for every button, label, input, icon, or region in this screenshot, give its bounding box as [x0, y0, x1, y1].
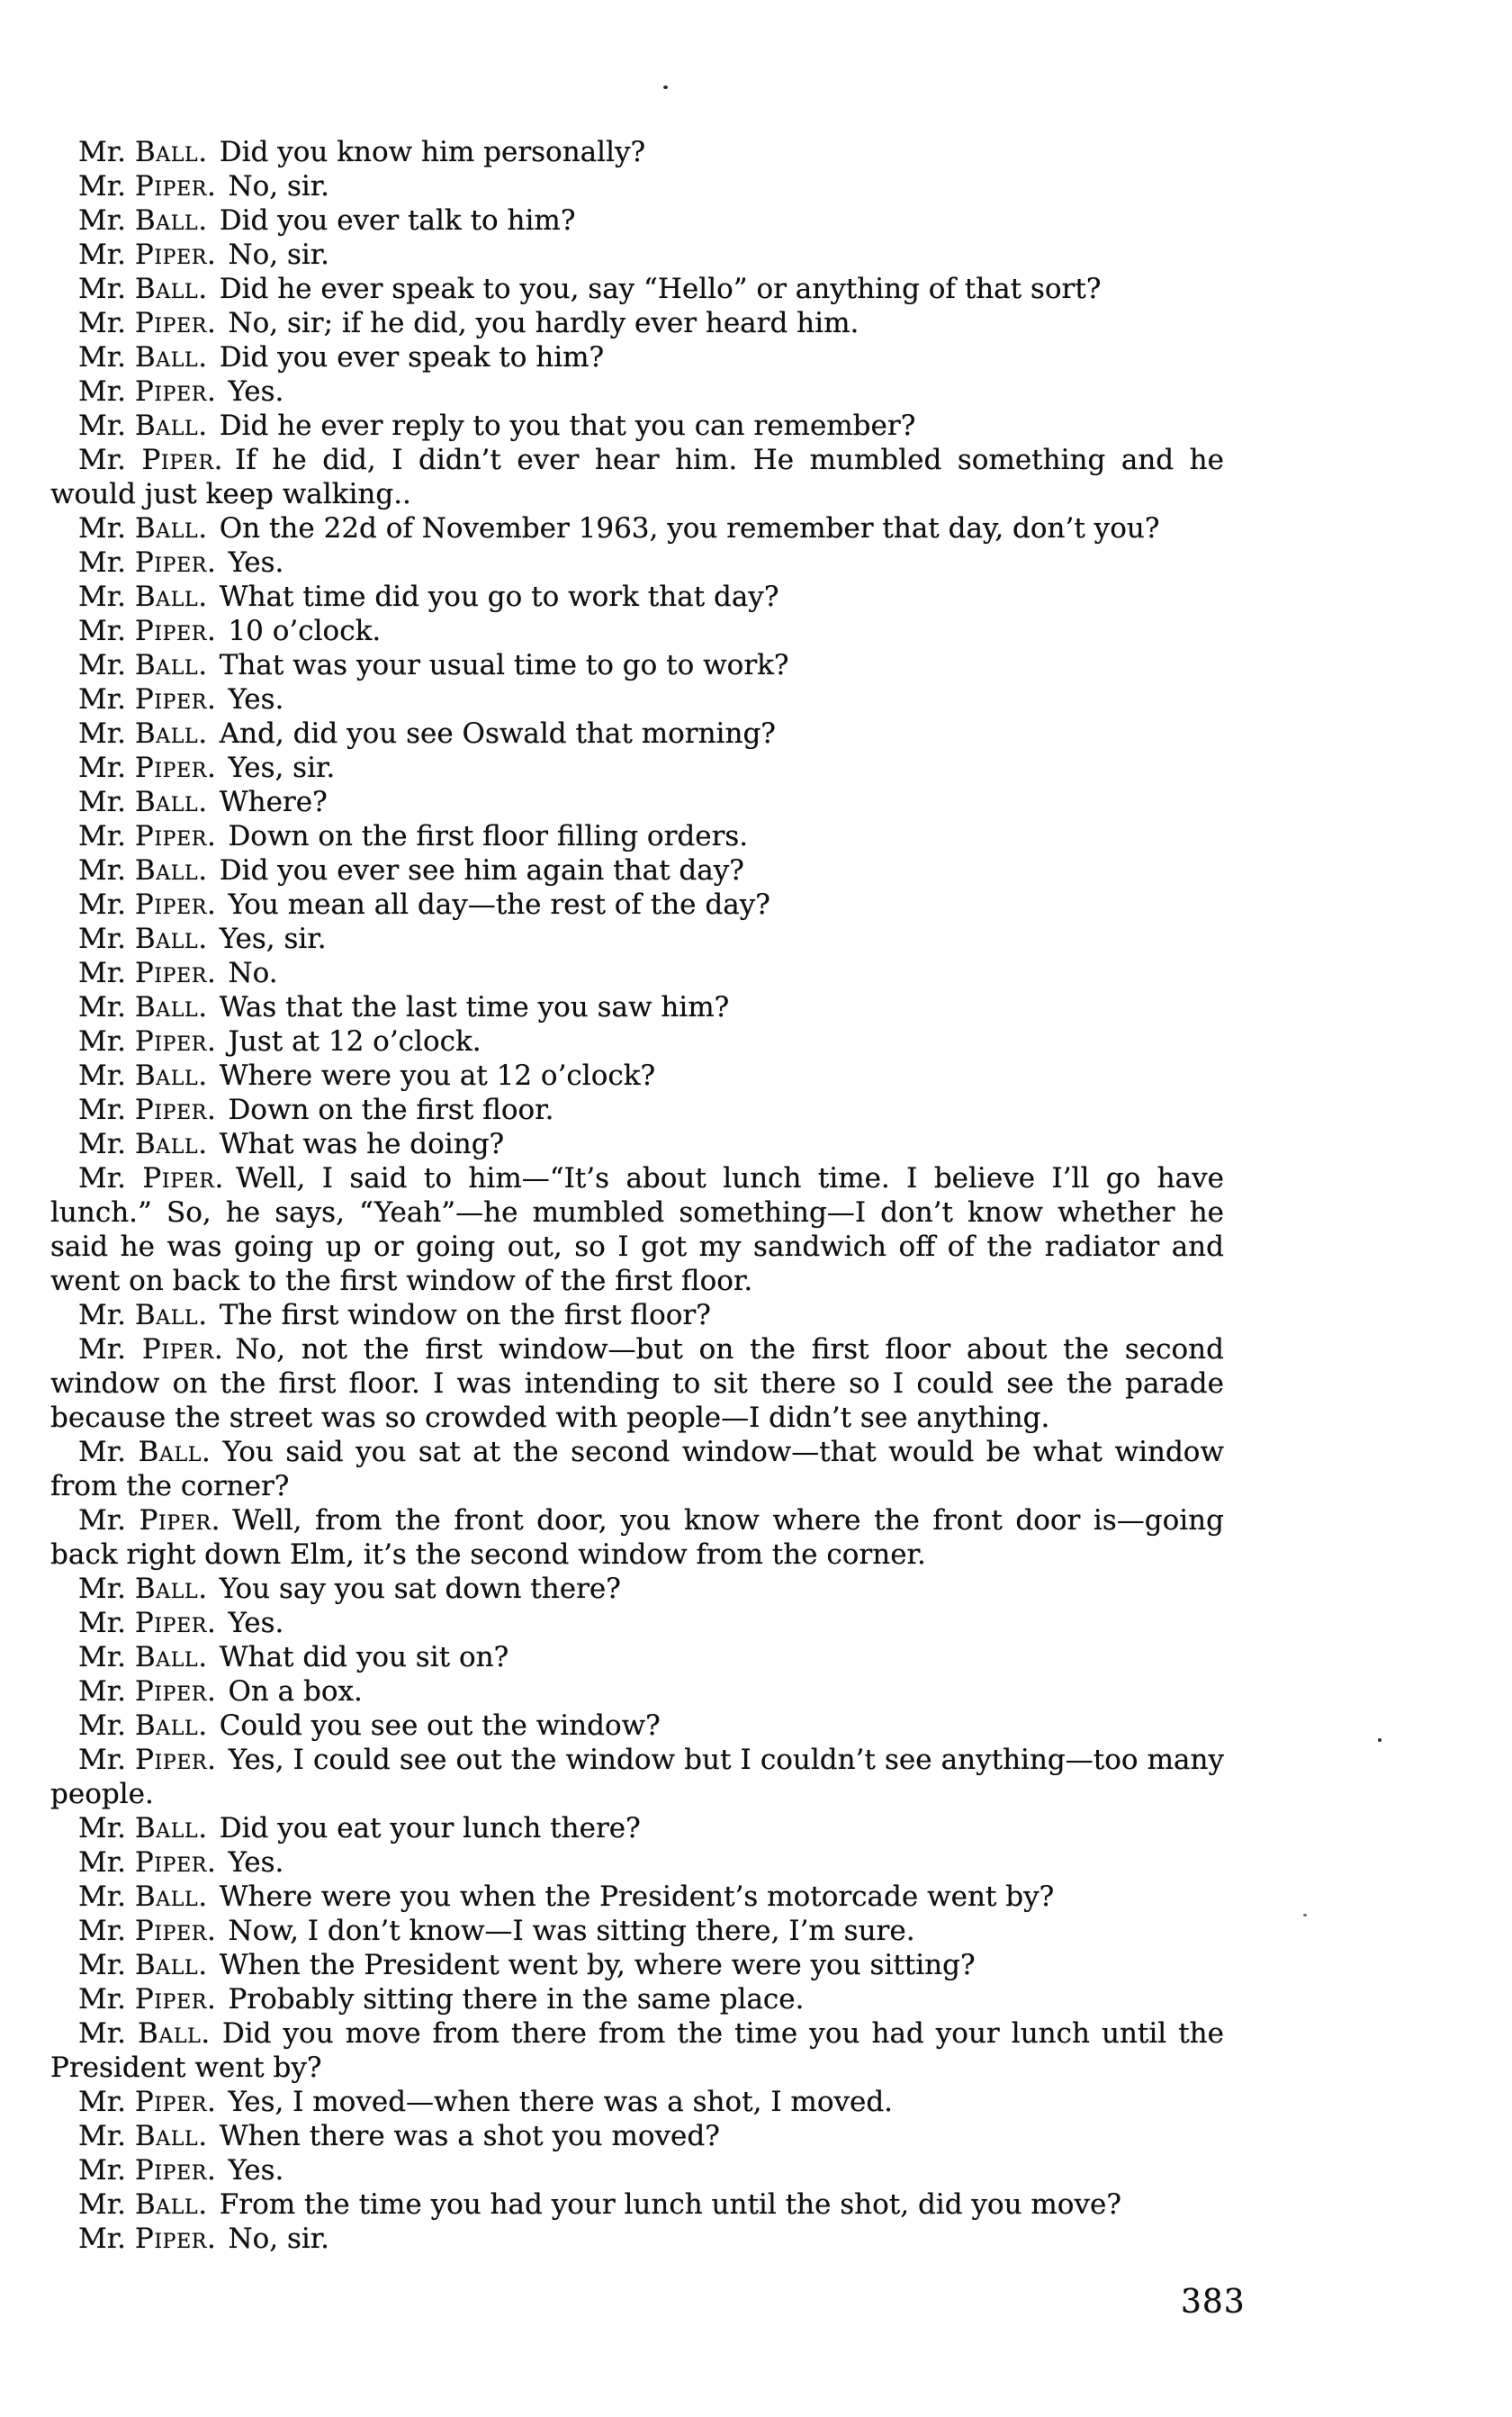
speaker-label — [78, 1573, 208, 1605]
speaker-honorific: Mr. — [78, 888, 135, 921]
speaker-honorific: Mr. — [78, 1607, 135, 1639]
speaker-honorific: Mr. — [78, 1060, 135, 1092]
speaker-honorific: Mr. — [78, 820, 135, 852]
dialogue-text: What did you sit on? — [219, 1641, 509, 1673]
speaker-honorific: Mr. — [78, 1641, 135, 1673]
speaker-label — [78, 957, 216, 989]
speaker-honorific: Mr. — [78, 1333, 142, 1366]
dialogue-paragraph — [50, 2119, 1224, 2153]
dialogue-paragraph — [50, 1298, 1224, 1332]
speaker-name: Piper. — [135, 1744, 217, 1776]
speaker-honorific: Mr. — [78, 649, 135, 681]
dialogue-text: Now, I don’t know—I was sitting there, I’m sure. — [228, 1915, 915, 1947]
dialogue-paragraph — [50, 1880, 1224, 1914]
dialogue-text: No, sir. — [228, 2223, 330, 2255]
scan-speck — [1303, 1914, 1307, 1916]
dialogue-text: What was he doing? — [219, 1128, 505, 1160]
speaker-label — [78, 204, 208, 237]
speaker-label — [78, 1333, 223, 1366]
speaker-honorific: Mr. — [78, 1573, 135, 1605]
dialogue-paragraph — [50, 853, 1224, 888]
speaker-name: Piper. — [134, 170, 217, 203]
speaker-name: Piper. — [134, 683, 217, 716]
speaker-name: Piper. — [134, 239, 217, 271]
dialogue-text: Down on the first floor filling orders. — [228, 820, 749, 852]
speaker-label — [78, 1060, 208, 1092]
speaker-label — [78, 649, 208, 681]
speaker-label — [78, 1709, 208, 1742]
speaker-label — [78, 2017, 211, 2050]
dialogue-text: Yes. — [228, 546, 284, 579]
dialogue-text: No, sir. — [228, 170, 330, 203]
dialogue-paragraph — [50, 1572, 1224, 1606]
speaker-honorific: Mr. — [78, 854, 135, 887]
dialogue-text: You said you sat at the second window—that would be what window from the corner? — [50, 1436, 1224, 1502]
speaker-honorific: Mr. — [78, 1880, 135, 1913]
speaker-name: Piper. — [134, 375, 217, 408]
speaker-honorific: Mr. — [78, 2120, 135, 2152]
speaker-name: Piper. — [134, 1915, 217, 1947]
speaker-honorific: Mr. — [78, 923, 135, 955]
dialogue-text: Did you eat your lunch there? — [219, 1812, 641, 1844]
dialogue-text: Where? — [219, 786, 328, 818]
dialogue-text: Down on the first floor. — [228, 1094, 554, 1126]
dialogue-text: No, sir; if he did, you hardly ever heard him. — [228, 307, 860, 339]
speaker-honorific: Mr. — [78, 444, 142, 476]
speaker-label — [78, 375, 216, 408]
transcript — [50, 135, 1224, 2256]
speaker-label — [78, 717, 208, 750]
dialogue-paragraph — [50, 1332, 1224, 1435]
speaker-label — [78, 2086, 216, 2118]
dialogue-paragraph — [50, 1640, 1224, 1674]
dialogue-text: The first window on the first floor? — [219, 1299, 711, 1331]
dialogue-paragraph — [50, 2016, 1224, 2085]
speaker-name: Ball. — [134, 1709, 208, 1742]
speaker-honorific: Mr. — [78, 957, 135, 989]
dialogue-text: Yes, sir. — [219, 923, 327, 955]
speaker-name: Piper. — [141, 1333, 224, 1366]
dialogue-paragraph — [50, 1606, 1224, 1640]
dialogue-paragraph — [50, 1709, 1224, 1743]
dialogue-paragraph — [50, 580, 1224, 614]
speaker-honorific: Mr. — [78, 1094, 135, 1126]
dialogue-paragraph — [50, 238, 1224, 272]
speaker-honorific: Mr. — [78, 2017, 139, 2050]
speaker-honorific: Mr. — [78, 991, 135, 1024]
dialogue-text: No, sir. — [228, 239, 330, 271]
speaker-name: Ball. — [134, 410, 208, 442]
speaker-honorific: Mr. — [78, 717, 135, 750]
speaker-honorific: Mr. — [78, 615, 135, 647]
speaker-honorific: Mr. — [78, 2086, 135, 2118]
speaker-honorific: Mr. — [78, 546, 135, 579]
dialogue-text: 10 o’clock. — [228, 615, 382, 647]
speaker-honorific: Mr. — [78, 1436, 139, 1468]
speaker-name: Ball. — [134, 1641, 208, 1673]
dialogue-text: Yes. — [228, 375, 284, 408]
speaker-honorific: Mr. — [78, 375, 135, 408]
speaker-name: Ball. — [134, 991, 208, 1024]
speaker-honorific: Mr. — [78, 1299, 135, 1331]
speaker-label — [78, 1607, 216, 1639]
speaker-name: Ball. — [134, 649, 208, 681]
speaker-label — [78, 1299, 208, 1331]
speaker-honorific: Mr. — [78, 512, 135, 545]
speaker-label — [78, 1025, 216, 1058]
speaker-honorific: Mr. — [78, 2154, 135, 2187]
speaker-name: Ball. — [134, 2188, 208, 2221]
dialogue-paragraph — [50, 717, 1224, 751]
speaker-honorific: Mr. — [78, 170, 135, 203]
dialogue-paragraph — [50, 614, 1224, 648]
speaker-name: Piper. — [134, 1675, 217, 1708]
speaker-label — [78, 615, 216, 647]
dialogue-text: From the time you had your lunch until the shot, did you move? — [219, 2188, 1121, 2221]
speaker-name: Piper. — [134, 957, 217, 989]
dialogue-paragraph — [50, 1435, 1224, 1503]
dialogue-text: No, not the first window—but on the first floor about the second window on the first floor. I was intending to sit there so I could see the parade because the street was so crowded with people—I didn’t see anything. — [50, 1333, 1224, 1434]
speaker-label — [78, 854, 208, 887]
speaker-name: Ball. — [134, 717, 208, 750]
speaker-label — [78, 820, 216, 852]
speaker-honorific: Mr. — [78, 1709, 135, 1742]
speaker-name: Ball. — [134, 581, 208, 613]
dialogue-text: Just at 12 o’clock. — [228, 1025, 482, 1058]
speaker-name: Piper. — [134, 1846, 217, 1879]
speaker-honorific: Mr. — [78, 239, 135, 271]
speaker-name: Ball. — [134, 1812, 208, 1844]
dialogue-paragraph — [50, 511, 1224, 546]
speaker-label — [78, 1949, 208, 1981]
speaker-label — [78, 683, 216, 716]
speaker-honorific: Mr. — [78, 1949, 135, 1981]
speaker-label — [78, 546, 216, 579]
speaker-honorific: Mr. — [78, 1846, 135, 1879]
dialogue-text: And, did you see Oswald that morning? — [219, 717, 776, 750]
speaker-honorific: Mr. — [78, 1675, 135, 1708]
dialogue-paragraph — [50, 1948, 1224, 1982]
dialogue-text: On the 22d of November 1963, you remember that day, don’t you? — [219, 512, 1160, 545]
scan-speck — [663, 86, 668, 89]
dialogue-paragraph — [50, 1024, 1224, 1059]
speaker-name: Ball. — [138, 2017, 211, 2050]
dialogue-paragraph — [50, 819, 1224, 853]
speaker-honorific: Mr. — [78, 752, 135, 784]
speaker-label — [78, 752, 216, 784]
speaker-name: Piper. — [134, 1025, 217, 1058]
dialogue-text: Yes. — [228, 1846, 284, 1879]
dialogue-paragraph — [50, 2085, 1224, 2119]
speaker-name: Piper. — [134, 2154, 217, 2187]
speaker-honorific: Mr. — [78, 2188, 135, 2221]
speaker-honorific: Mr. — [78, 786, 135, 818]
dialogue-paragraph — [50, 340, 1224, 374]
dialogue-text: Could you see out the window? — [219, 1709, 661, 1742]
speaker-name: Ball. — [134, 273, 208, 305]
dialogue-paragraph — [50, 922, 1224, 956]
dialogue-paragraph — [50, 1127, 1224, 1161]
dialogue-text: When the President went by, where were you sitting? — [219, 1949, 976, 1981]
speaker-name: Ball. — [134, 1949, 208, 1981]
speaker-label — [78, 1812, 208, 1844]
dialogue-paragraph — [50, 785, 1224, 819]
speaker-honorific: Mr. — [78, 136, 135, 168]
dialogue-text: Did you ever see him again that day? — [219, 854, 744, 887]
speaker-name: Ball. — [138, 1436, 212, 1468]
dialogue-text: Did he ever speak to you, say “Hello” or anything of that sort? — [219, 273, 1102, 305]
dialogue-paragraph — [50, 1674, 1224, 1709]
dialogue-text: Yes. — [228, 2154, 284, 2187]
speaker-label — [78, 581, 208, 613]
speaker-label — [78, 1436, 211, 1468]
dialogue-paragraph — [50, 1914, 1224, 1948]
speaker-label — [78, 1504, 220, 1537]
dialogue-paragraph — [50, 1093, 1224, 1127]
dialogue-text: You say you sat down there? — [219, 1573, 621, 1605]
speaker-name: Ball. — [134, 854, 208, 887]
speaker-honorific: Mr. — [78, 683, 135, 716]
speaker-name: Ball. — [134, 341, 208, 374]
speaker-label — [78, 1880, 208, 1913]
speaker-name: Ball. — [134, 512, 208, 545]
speaker-label — [78, 239, 216, 271]
speaker-label — [78, 273, 208, 305]
speaker-label — [78, 1641, 208, 1673]
dialogue-paragraph — [50, 2153, 1224, 2187]
speaker-honorific: Mr. — [78, 204, 135, 237]
speaker-name: Ball. — [134, 136, 208, 168]
speaker-label — [78, 1162, 224, 1195]
speaker-name: Piper. — [134, 1983, 217, 2016]
speaker-name: Piper. — [134, 307, 217, 339]
dialogue-text: Yes. — [228, 683, 284, 716]
dialogue-text: Did he ever reply to you that you can remember? — [219, 410, 916, 442]
dialogue-paragraph — [50, 306, 1224, 340]
speaker-honorific: Mr. — [78, 1025, 135, 1058]
dialogue-paragraph — [50, 888, 1224, 922]
speaker-name: Ball. — [134, 1299, 208, 1331]
dialogue-text: When there was a shot you moved? — [219, 2120, 720, 2152]
speaker-label — [78, 1675, 216, 1708]
dialogue-text: No. — [228, 957, 278, 989]
speaker-name: Ball. — [134, 1128, 208, 1160]
dialogue-text: Yes. — [228, 1607, 284, 1639]
speaker-name: Ball. — [134, 2120, 208, 2152]
dialogue-paragraph — [50, 751, 1224, 785]
speaker-label — [78, 341, 208, 374]
page-number: 383 — [1181, 2284, 1246, 2321]
speaker-name: Piper. — [141, 444, 224, 476]
speaker-label — [78, 2223, 216, 2255]
dialogue-paragraph — [50, 272, 1224, 306]
speaker-name: Piper. — [134, 2223, 217, 2255]
dialogue-paragraph — [50, 1059, 1224, 1093]
speaker-label — [78, 1983, 216, 2016]
dialogue-paragraph — [50, 990, 1224, 1024]
dialogue-text: Yes, I moved—when there was a shot, I moved. — [228, 2086, 894, 2118]
dialogue-paragraph — [50, 443, 1224, 511]
dialogue-text: That was your usual time to go to work? — [219, 649, 789, 681]
speaker-honorific: Mr. — [78, 1915, 135, 1947]
dialogue-paragraph — [50, 169, 1224, 203]
speaker-label — [78, 444, 223, 476]
speaker-name: Piper. — [134, 752, 217, 784]
speaker-name: Piper. — [134, 546, 217, 579]
speaker-label — [78, 512, 208, 545]
speaker-honorific: Mr. — [78, 341, 135, 374]
dialogue-text: You mean all day—the rest of the day? — [228, 888, 770, 921]
speaker-label — [78, 170, 216, 203]
dialogue-paragraph — [50, 2222, 1224, 2256]
speaker-honorific: Mr. — [78, 410, 135, 442]
dialogue-text: Yes, sir. — [228, 752, 336, 784]
speaker-label — [78, 136, 208, 168]
speaker-label — [78, 923, 208, 955]
dialogue-paragraph — [50, 1982, 1224, 2016]
dialogue-text: Did you ever talk to him? — [219, 204, 576, 237]
dialogue-paragraph — [50, 1811, 1224, 1845]
speaker-honorific: Mr. — [78, 1983, 135, 2016]
speaker-name: Piper. — [142, 1162, 224, 1195]
dialogue-paragraph — [50, 1161, 1224, 1298]
speaker-honorific: Mr. — [78, 307, 135, 339]
dialogue-paragraph — [50, 2187, 1224, 2222]
speaker-name: Ball. — [134, 1060, 208, 1092]
speaker-name: Piper. — [134, 1607, 217, 1639]
dialogue-text: Was that the last time you saw him? — [219, 991, 730, 1024]
speaker-label — [78, 2120, 208, 2152]
speaker-name: Ball. — [134, 204, 208, 237]
dialogue-text: If he did, I didn’t ever hear him. He mumbled something and he would just keep walking.. — [50, 444, 1224, 510]
dialogue-paragraph — [50, 648, 1224, 682]
speaker-name: Ball. — [134, 786, 208, 818]
speaker-honorific: Mr. — [78, 2223, 135, 2255]
dialogue-text: Well, I said to him—“It’s about lunch time. I believe I’ll go have lunch.” So, he says, “Yeah”—he mumbled something—I don’t know whether he said he was going up or going out, so I got my sandwich off of the radiator and went on back to the first window of the first floor. — [50, 1162, 1224, 1297]
dialogue-paragraph — [50, 409, 1224, 443]
speaker-name: Piper. — [134, 615, 217, 647]
speaker-name: Ball. — [134, 923, 208, 955]
speaker-name: Ball. — [134, 1880, 208, 1913]
dialogue-paragraph — [50, 1845, 1224, 1880]
dialogue-text: Did you know him personally? — [219, 136, 646, 168]
dialogue-paragraph — [50, 203, 1224, 238]
dialogue-text: On a box. — [228, 1675, 363, 1708]
dialogue-text: Well, from the front door, you know where the front door is—going back right down Elm, it’s the second window from the corner. — [50, 1504, 1224, 1571]
speaker-label — [78, 888, 216, 921]
speaker-label — [78, 1915, 216, 1947]
speaker-honorific: Mr. — [78, 1162, 143, 1195]
speaker-name: Piper. — [134, 2086, 217, 2118]
speaker-label — [78, 991, 208, 1024]
speaker-label — [78, 1846, 216, 1879]
dialogue-paragraph — [50, 546, 1224, 580]
dialogue-text: Did you ever speak to him? — [219, 341, 605, 374]
speaker-label — [78, 2188, 208, 2221]
speaker-label — [78, 786, 208, 818]
speaker-honorific: Mr. — [78, 1744, 136, 1776]
speaker-label — [78, 1094, 216, 1126]
dialogue-paragraph — [50, 956, 1224, 990]
speaker-label — [78, 1744, 217, 1776]
speaker-honorific: Mr. — [78, 1128, 135, 1160]
dialogue-paragraph — [50, 682, 1224, 717]
dialogue-text: What time did you go to work that day? — [219, 581, 779, 613]
dialogue-text: Yes, I could see out the window but I couldn’t see anything—too many people. — [50, 1744, 1224, 1810]
speaker-name: Ball. — [134, 1573, 208, 1605]
dialogue-text: Where were you at 12 o’clock? — [219, 1060, 656, 1092]
dialogue-paragraph — [50, 1743, 1224, 1811]
speaker-label — [78, 307, 216, 339]
dialogue-paragraph — [50, 1503, 1224, 1572]
dialogue-paragraph — [50, 135, 1224, 169]
speaker-honorific: Mr. — [78, 1812, 135, 1844]
speaker-honorific: Mr. — [78, 273, 135, 305]
dialogue-paragraph — [50, 374, 1224, 409]
dialogue-text: Did you move from there from the time you had your lunch until the President went by? — [50, 2017, 1224, 2084]
scan-speck — [1378, 1738, 1382, 1742]
speaker-honorific: Mr. — [78, 1504, 140, 1537]
dialogue-text: Where were you when the President’s motorcade went by? — [219, 1880, 1055, 1913]
dialogue-text: Probably sitting there in the same place. — [228, 1983, 805, 2016]
speaker-label — [78, 2154, 216, 2187]
speaker-honorific: Mr. — [78, 581, 135, 613]
speaker-label — [78, 410, 208, 442]
speaker-name: Piper. — [134, 1094, 217, 1126]
speaker-name: Piper. — [139, 1504, 221, 1537]
speaker-name: Piper. — [134, 820, 217, 852]
speaker-name: Piper. — [134, 888, 217, 921]
speaker-label — [78, 1128, 208, 1160]
